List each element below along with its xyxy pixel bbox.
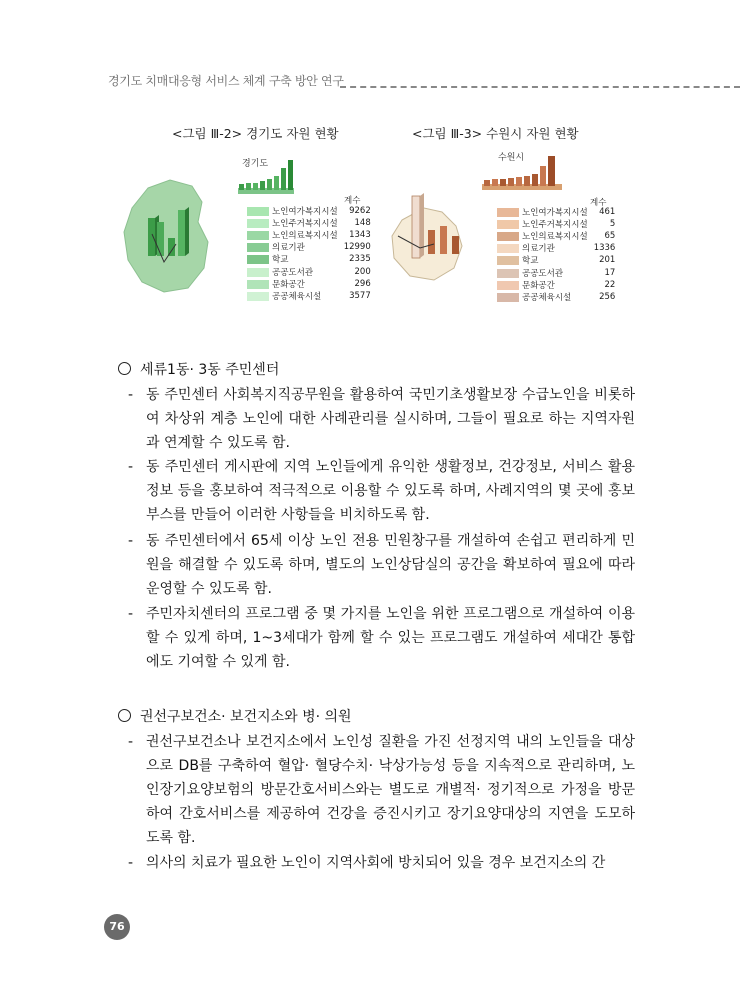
circle-bullet-icon — [118, 362, 131, 375]
legend-value: 200 — [354, 266, 371, 277]
legend-swatch — [497, 269, 519, 278]
legend-row — [244, 205, 374, 217]
circle-bullet-icon — [118, 709, 131, 722]
legend-label: 노인의료복지시설 — [522, 232, 588, 243]
legend-label: 노인주거복지시설 — [522, 220, 588, 231]
legend-value: 12990 — [343, 242, 371, 253]
legend-row — [494, 206, 618, 218]
legend-value: 201 — [599, 255, 616, 266]
gyeonggi-map-shape — [124, 180, 208, 292]
legend-value: 148 — [354, 218, 371, 229]
legend-value: 256 — [599, 291, 616, 302]
section-heading-2: 권선구보건소· 보건지소와 병· 의원 — [118, 706, 352, 726]
legend-swatch — [247, 268, 269, 277]
list-item: - 동 주민센터 사회복지직공무원을 활용하여 국민기초생활보장 수급노인을 비롯하여 차상위 계층 노인에 대한 사례관리를 실시하며, 그들이 필요로 하는 지역자원과 연계할 수 있도록 함. — [128, 387, 635, 451]
list-item: - 주민자치센터의 프로그램 중 몇 가지를 노인을 위한 프로그램으로 개설하여 이용할 수 있게 하며, 1~3세대가 함께 할 수 있는 프로그램도 개설하여 세대간 통합에도 기여할 수 있게 함. — [128, 606, 635, 670]
legend-label: 문화공간 — [272, 279, 305, 290]
legend-label: 의료기관 — [272, 243, 305, 254]
legend-row — [494, 242, 618, 254]
legend-row — [244, 229, 374, 241]
legend-label: 공공도서관 — [522, 268, 564, 279]
legend-value: 5 — [609, 219, 616, 230]
legend-swatch — [247, 292, 269, 301]
legend-row — [494, 230, 618, 242]
list-item: - 의사의 치료가 필요한 노인이 지역사회에 방치되어 있을 경우 보건지소의 간 — [128, 855, 606, 871]
legend-value: 461 — [599, 207, 616, 218]
legend-swatch — [497, 220, 519, 229]
page-number: 76 — [104, 914, 130, 940]
legend-label: 노인주거복지시설 — [272, 219, 338, 230]
legend-value: 2335 — [349, 254, 371, 265]
section-heading-1: 세류1동· 3동 주민센터 — [118, 359, 279, 379]
legend-label: 노인여가복지시설 — [522, 208, 588, 219]
legend-row — [244, 253, 374, 265]
legend-swatch — [497, 232, 519, 241]
suwon-map-shape — [392, 208, 462, 280]
legend-value: 3577 — [349, 290, 371, 301]
legend-label: 노인의료복지시설 — [272, 231, 338, 242]
legend-column-head-left: 계수 — [344, 196, 361, 206]
legend-swatch — [247, 255, 269, 264]
legend-value: 1336 — [593, 243, 616, 254]
legend-row — [244, 278, 374, 290]
list-item: - 동 주민센터에서 65세 이상 노인 전용 민원창구를 개설하여 손쉽고 편리하게 민원을 해결할 수 있도록 하며, 별도의 노인상담실의 공간을 확보하여 필요에 따라 운영할 수 있도록 함. — [128, 533, 635, 597]
mini-title-right: 수원시 — [498, 153, 525, 163]
legend-label: 공공도서관 — [272, 267, 314, 278]
list-item: - 동 주민센터 게시판에 지역 노인들에게 유익한 생활정보, 건강정보, 서비스 활용정보 등을 홍보하여 적극적으로 이용할 수 있도록 하며, 사례지역의 몇 곳에 홍보부스를 만들어 이러한 사항들을 비치하도록 함. — [128, 459, 635, 523]
legend-swatch — [497, 256, 519, 265]
figure-caption-right: <그림 Ⅲ-3> 수원시 자원 현황 — [412, 126, 579, 141]
legend-row — [244, 265, 374, 277]
mini-title-left: 경기도 — [242, 159, 269, 169]
legend-label: 학교 — [522, 256, 539, 267]
legend-value: 65 — [604, 231, 616, 242]
legend-value: 9262 — [349, 206, 371, 217]
legend-row — [494, 291, 618, 303]
legend-value: 22 — [604, 279, 616, 290]
legend-swatch — [497, 293, 519, 302]
legend-swatch — [247, 243, 269, 252]
legend-row — [494, 279, 618, 291]
legend-row — [244, 217, 374, 229]
running-head: 경기도 치매대응형 서비스 체계 구축 방안 연구 — [108, 74, 344, 88]
legend-row — [244, 290, 374, 302]
figure-left — [118, 150, 378, 310]
legend-table-left — [244, 205, 374, 302]
legend-swatch — [497, 244, 519, 253]
legend-label: 공공체육시설 — [272, 291, 322, 302]
legend-label: 노인여가복지시설 — [272, 207, 338, 218]
legend-swatch — [247, 231, 269, 240]
header-rule — [340, 86, 740, 88]
legend-row — [244, 241, 374, 253]
figure-right — [384, 150, 624, 315]
legend-swatch — [497, 281, 519, 290]
legend-table-right — [494, 206, 618, 303]
legend-label: 문화공간 — [522, 280, 555, 291]
legend-label: 의료기관 — [522, 244, 555, 255]
legend-swatch — [247, 207, 269, 216]
legend-label: 공공체육시설 — [522, 292, 572, 303]
legend-row — [494, 218, 618, 230]
legend-swatch — [247, 219, 269, 228]
legend-label: 학교 — [272, 255, 289, 266]
legend-column-head-right: 계수 — [590, 198, 607, 208]
legend-value: 296 — [354, 278, 371, 289]
legend-row — [494, 254, 618, 266]
legend-swatch — [497, 208, 519, 217]
legend-swatch — [247, 280, 269, 289]
legend-value: 1343 — [349, 230, 371, 241]
legend-row — [494, 266, 618, 278]
list-item: - 권선구보건소나 보건지소에서 노인성 질환을 가진 선정지역 내의 노인들을 대상으로 DB를 구축하여 혈압· 혈당수치· 낙상가능성 등을 지속적으로 관리하며, 노인장기요양보험의 방문간호서비스와는 별도로 개별적· 정기적으로 가정을 방문하여 간호서비스를 제공하여 건강을 증진시키고 장기요양대상의 지연을 도모하도록 함. — [128, 734, 635, 846]
figure-caption-left: <그림 Ⅲ-2> 경기도 자원 현황 — [172, 126, 339, 141]
legend-value: 17 — [604, 267, 616, 278]
